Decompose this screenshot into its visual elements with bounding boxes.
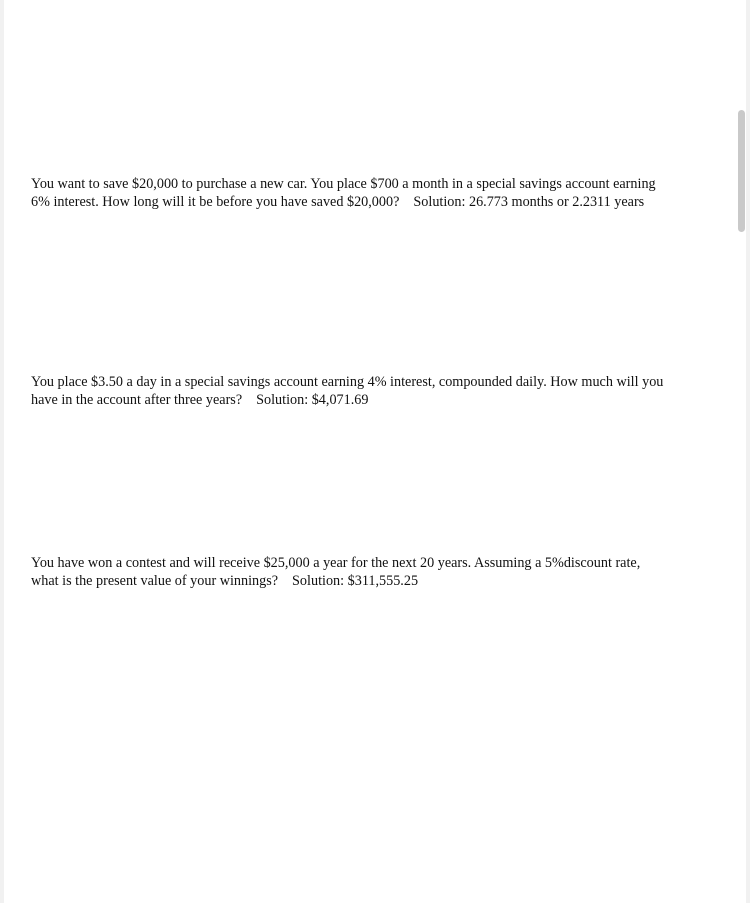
problem-1-question: You want to save $20,000 to purchase a new car. You place $700 a month in a special savings account earning 6% interest. How long will it be before you have saved $20,000? bbox=[31, 176, 656, 210]
problem-3-solution: Solution: $311,555.25 bbox=[292, 572, 419, 589]
problem-2-solution: Solution: $4,071.69 bbox=[256, 391, 369, 408]
problem-3 bbox=[31, 555, 671, 590]
problem-3-question: You have won a contest and will receive $25,000 a year for the next 20 years. Assuming a 5%discount rate, what is the present value of your winnings? bbox=[31, 555, 641, 589]
vertical-scrollbar-thumb[interactable] bbox=[738, 110, 745, 232]
problem-1 bbox=[31, 176, 671, 211]
viewer-right-edge bbox=[746, 0, 750, 903]
problem-1-solution: Solution: 26.773 months or 2.2311 years bbox=[413, 193, 645, 210]
viewer-left-edge bbox=[0, 0, 4, 903]
problem-2 bbox=[31, 374, 671, 409]
document-page bbox=[31, 0, 671, 903]
problem-2-question: You place $3.50 a day in a special savings account earning 4% interest, compounded daily. How much will you have in the account after three years? bbox=[31, 374, 664, 408]
